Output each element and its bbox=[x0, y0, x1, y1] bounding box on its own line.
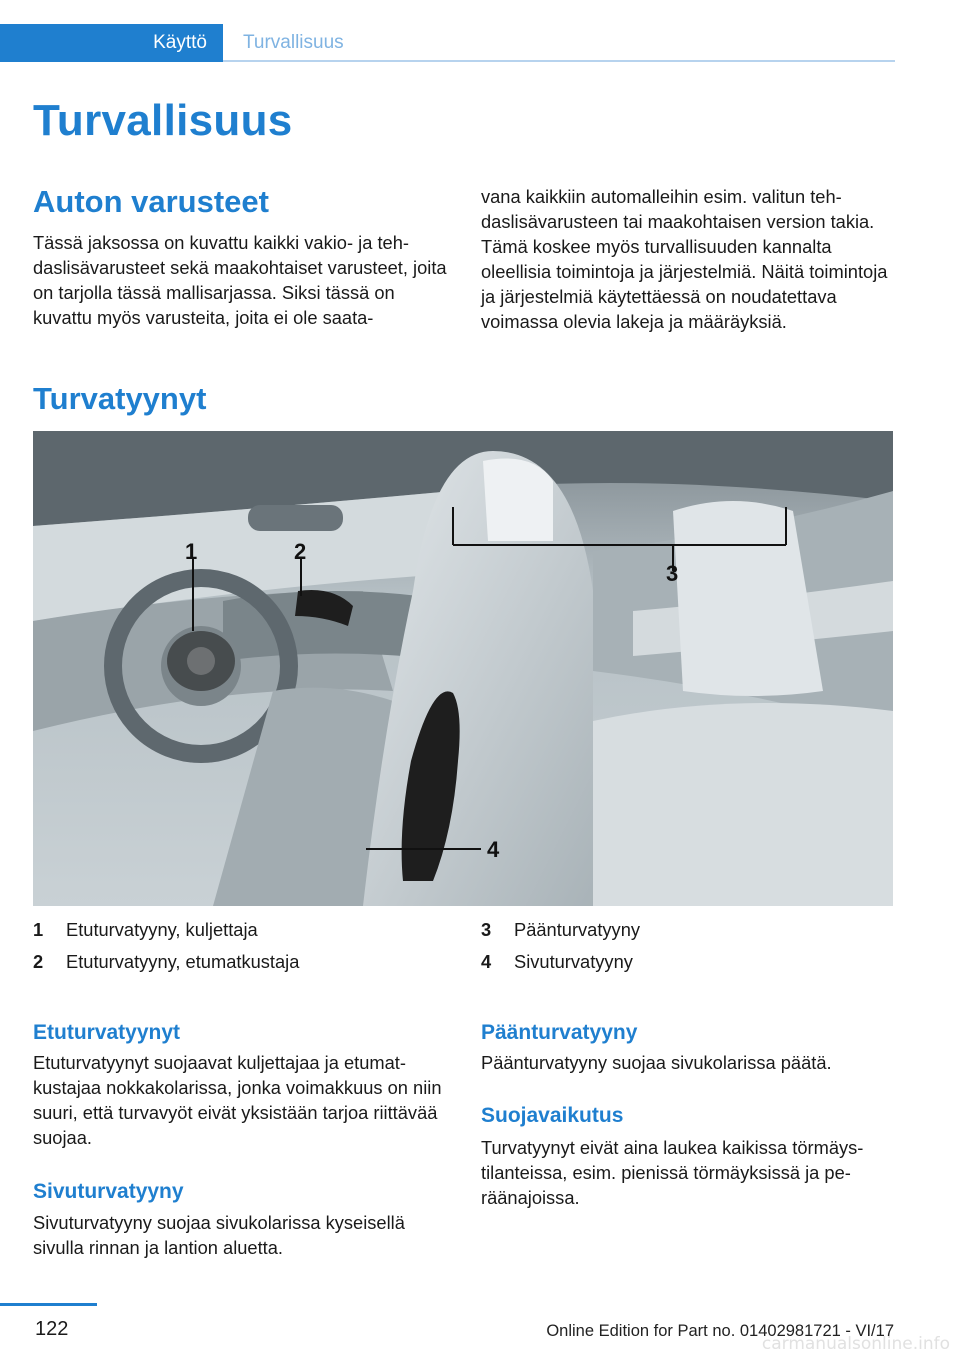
edition-footer: Online Edition for Part no. 01402981721 - VI/17 bbox=[546, 1322, 894, 1340]
callout-3: 3 bbox=[666, 561, 679, 586]
page-number-rule bbox=[0, 1303, 97, 1306]
callout-2: 2 bbox=[294, 539, 307, 564]
airbag-locations-illustration bbox=[33, 431, 893, 906]
legend-number: 3 bbox=[481, 919, 492, 940]
page-title: Turvallisuus bbox=[33, 96, 293, 145]
legend-item bbox=[33, 914, 299, 946]
legend-label: Etuturvatyyny, etumatkustaja bbox=[66, 951, 300, 972]
watermark: carmanualsonline.info bbox=[761, 1334, 950, 1354]
legend-item bbox=[33, 946, 299, 978]
equipment-text-left: Tässä jaksossa on kuvattu kaikki vakio- ja tehdaslisävarusteet sekä maakohtaiset varusteet, joita on tarjolla tässä mallisarjassa. Siksi tässä on kuvattu myös varusteita, joita ei ole saata- bbox=[33, 232, 447, 328]
subheading-front-airbags: Etuturvatyynyt bbox=[33, 1021, 181, 1044]
tab-kaytto[interactable]: Käyttö bbox=[0, 24, 223, 62]
legend-number: 1 bbox=[33, 919, 44, 940]
section-heading-airbags: Turvatyynyt bbox=[33, 381, 207, 416]
page-number: 122 bbox=[35, 1318, 69, 1340]
side-airbag-text: Sivuturvatyyny suojaa sivukolarissa kyseisellä sivulla rinnan ja lantion aluetta. bbox=[33, 1212, 405, 1258]
figure-legend-left bbox=[33, 914, 299, 978]
callout-4: 4 bbox=[487, 837, 500, 862]
legend-label: Sivuturvatyyny bbox=[514, 951, 633, 972]
front-airbags-text: Etuturvatyynyt suojaavat kuljettajaa ja etumatkustajaa nokkakolarissa, jonka voimakkuus on niin suuri, että turvavyöt eivät yksistään tarjoa riittävää suojaa. bbox=[33, 1052, 442, 1148]
callout-1: 1 bbox=[185, 539, 198, 564]
subheading-side-airbag: Sivuturvatyyny bbox=[33, 1180, 184, 1203]
subheading-head-airbag: Päänturvatyyny bbox=[481, 1021, 638, 1044]
legend-number: 2 bbox=[33, 951, 44, 972]
legend-label: Päänturvatyyny bbox=[514, 919, 641, 940]
legend-item bbox=[481, 946, 640, 978]
head-airbag-text: Päänturvatyyny suojaa sivukolarissa päätä. bbox=[481, 1052, 832, 1073]
legend-number: 4 bbox=[481, 951, 492, 972]
tab-turvallisuus[interactable]: Turvallisuus bbox=[243, 32, 344, 53]
subheading-protection: Suojavaikutus bbox=[481, 1104, 624, 1127]
protection-text: Turvatyynyt eivät aina laukea kaikissa törmäystilanteissa, esim. pienissä törmäyksissä ja peräänajoissa. bbox=[481, 1137, 864, 1208]
section-heading-equipment: Auton varusteet bbox=[33, 184, 269, 219]
figure-legend-right bbox=[481, 914, 640, 978]
header-rule bbox=[223, 60, 895, 62]
equipment-text-right: vana kaikkiin automalleihin esim. valitun tehdaslisävarusteen tai maakohtaisen version takia. Tämä koskee myös turvallisuuden kannalta oleellisia toimintoja ja järjestelmiä. Näitä toimintoja ja järjestelmiä käytettäessä on noudatettava voimassa olevia lakeja ja määräyksiä. bbox=[481, 186, 888, 332]
legend-item bbox=[481, 914, 640, 946]
breadcrumb-tabs bbox=[0, 24, 344, 62]
legend-label: Etuturvatyyny, kuljettaja bbox=[66, 919, 258, 940]
